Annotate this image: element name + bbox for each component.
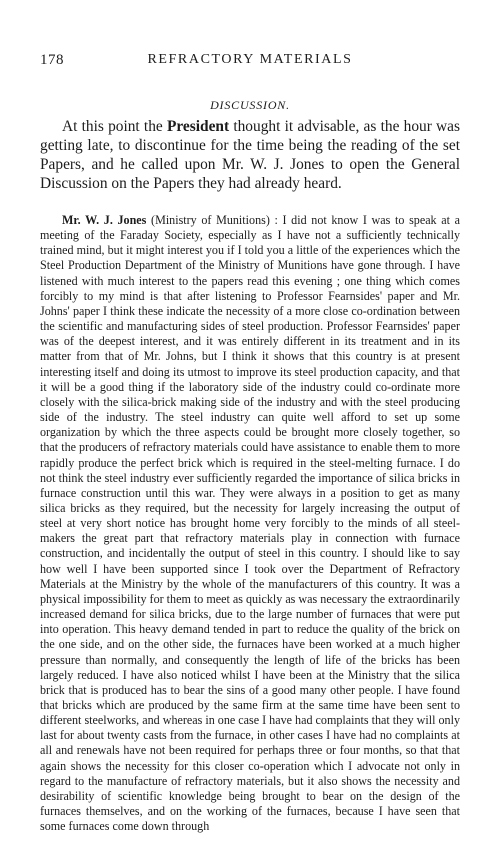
intro-lead: At this point the [62, 118, 167, 135]
speaker-name: Mr. W. J. Jones [62, 213, 147, 227]
speech-text: (Ministry of Munitions) : I did not know I was to speak at a meeting of the Faraday Society, especially as I have not a sufficiently technically trained mind, but it might interest you if I told you a little of the experiences which the Steel Production Department of the Ministry of Munitions have gone through. I have listened with much interest to the papers read this evening ; one thing which comes forcibly to my mind is that after listening to Professor Fearnsides' paper and Mr. Johns' paper I think these indicate the necessity of a more close co-ordination between the scientific and manufacturing sides of steel production. Professor Fearnsides' paper was of the deepest interest, and it was entirely different in its treatment and in its matter from that of Mr. Johns, but I think it shows that this country is at present interesting itself and doing its utmost to improve its steel production capacity, and that it will be a good thing if the laboratory side of the industry could co-ordinate more closely with the silica-brick making side of the industry and with the steel producing side of the industry. The steel industry can quite well afford to set up some organization by which the three aspects could be brought more closely together, so that the producers of refractory materials could have assistance to enable them to more rapidly produce the perfect brick which is required in the steel-melting furnace. I do not think the steel industry ever sufficiently regarded the importance of silica bricks in furnace construction until this war. They were always in a position to get as many silica bricks as they required, but the necessity for largely increasing the output of steel at very short notice has brought home very forcibly to the minds of all steel-makers the great part that refractory materials play in connection with furnace construction, and incidentally the output of steel in this country. I should like to say how well I have been supported since I took over the Department of Refractory Materials at the Ministry by the whole of the manufacturers of this country. It was a physical impossibility for them to meet as quickly as was necessary the extraordinarily increased demand for silica bricks, due to the large number of furnaces that were put into operation. This heavy demand tended in part to reduce the quality of the brick on the one side, and on the other side, the furnaces have been worked at a much higher pressure than normally, and consequently the length of life of the bricks has been largely reduced. I have also noticed whilst I have been at the Ministry that the silica brick that is produced has to bear the sins of a good many other people. I have found that bricks which are produced by the same firm at the same time have been sent to different steelworks, and whereas in one case I have had complaints that they will only last for about twenty casts from the furnace, in other cases I have had no complaints at all and renewals have not been required for perhaps three or four months, so that that again shows the necessity for this closer co-operation which I advocate not only in regard to the manufacture of refractory materials, but it also shows the necessity and desirability of scientific knowledge being brought to bear on the design of the furnaces themselves, and on the working of the furnaces, because I have seen that some furnaces come down through [40, 213, 460, 834]
intro-paragraph [40, 117, 460, 193]
section-heading: DISCUSSION. [210, 98, 290, 112]
running-header [40, 52, 460, 74]
intro-president: President [166, 118, 230, 135]
intro-rest: thought it advisable, as the hour was getting late, to discontinue for the time being the reading of the set Papers, and he called upon Mr. W. J. Jones to open the General Discussion on the Papers they had already heard. [40, 118, 460, 192]
book-title: REFRACTORY MATERIALS [147, 52, 353, 67]
speech-paragraph [40, 213, 460, 834]
page-number: 178 [40, 52, 64, 68]
